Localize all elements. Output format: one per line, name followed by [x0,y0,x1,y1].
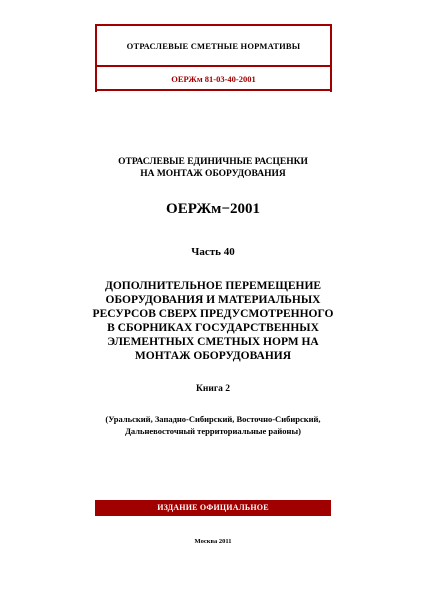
regions-line: (Уральский, Западно-Сибирский, Восточно-Сибирский, [105,414,321,424]
main-title [90,279,336,363]
header-bottom-rule [95,89,332,91]
header-divider [95,65,332,67]
official-edition-banner: ИЗДАНИЕ ОФИЦИАЛЬНОЕ [95,500,331,516]
series-title: ОТРАСЛЕВЫЕ СМЕТНЫЕ НОРМАТИВЫ [126,41,301,51]
place-and-year: Москва 2011 [194,538,232,545]
title-line: ЭЛЕМЕНТНЫХ СМЕТНЫХ НОРМ НА [107,336,319,348]
subtitle [60,156,366,180]
part-number: Часть 40 [191,246,235,258]
subtitle-line: ОТРАСЛЕВЫЕ ЕДИНИЧНЫЕ РАСЦЕНКИ [118,157,308,167]
title-line: ДОПОЛНИТЕЛЬНОЕ ПЕРЕМЕЩЕНИЕ [104,280,322,292]
title-line: В СБОРНИКАХ ГОСУДАРСТВЕННЫХ [107,322,319,334]
title-line: ОБОРУДОВАНИЯ И МАТЕРИАЛЬНЫХ [105,294,321,306]
book-number: Книга 2 [195,384,231,394]
title-line: МОНТАЖ ОБОРУДОВАНИЯ [134,350,292,362]
regions-note [80,413,346,437]
standard-code: ОЕРЖм 81-03-40-2001 [171,74,256,84]
document-code: ОЕРЖм−2001 [166,201,260,217]
regions-line: Дальневосточный территориальные районы) [125,426,301,436]
subtitle-line: НА МОНТАЖ ОБОРУДОВАНИЯ [140,169,286,179]
title-line: РЕСУРСОВ СВЕРХ ПРЕДУСМОТРЕННОГО [92,308,334,320]
